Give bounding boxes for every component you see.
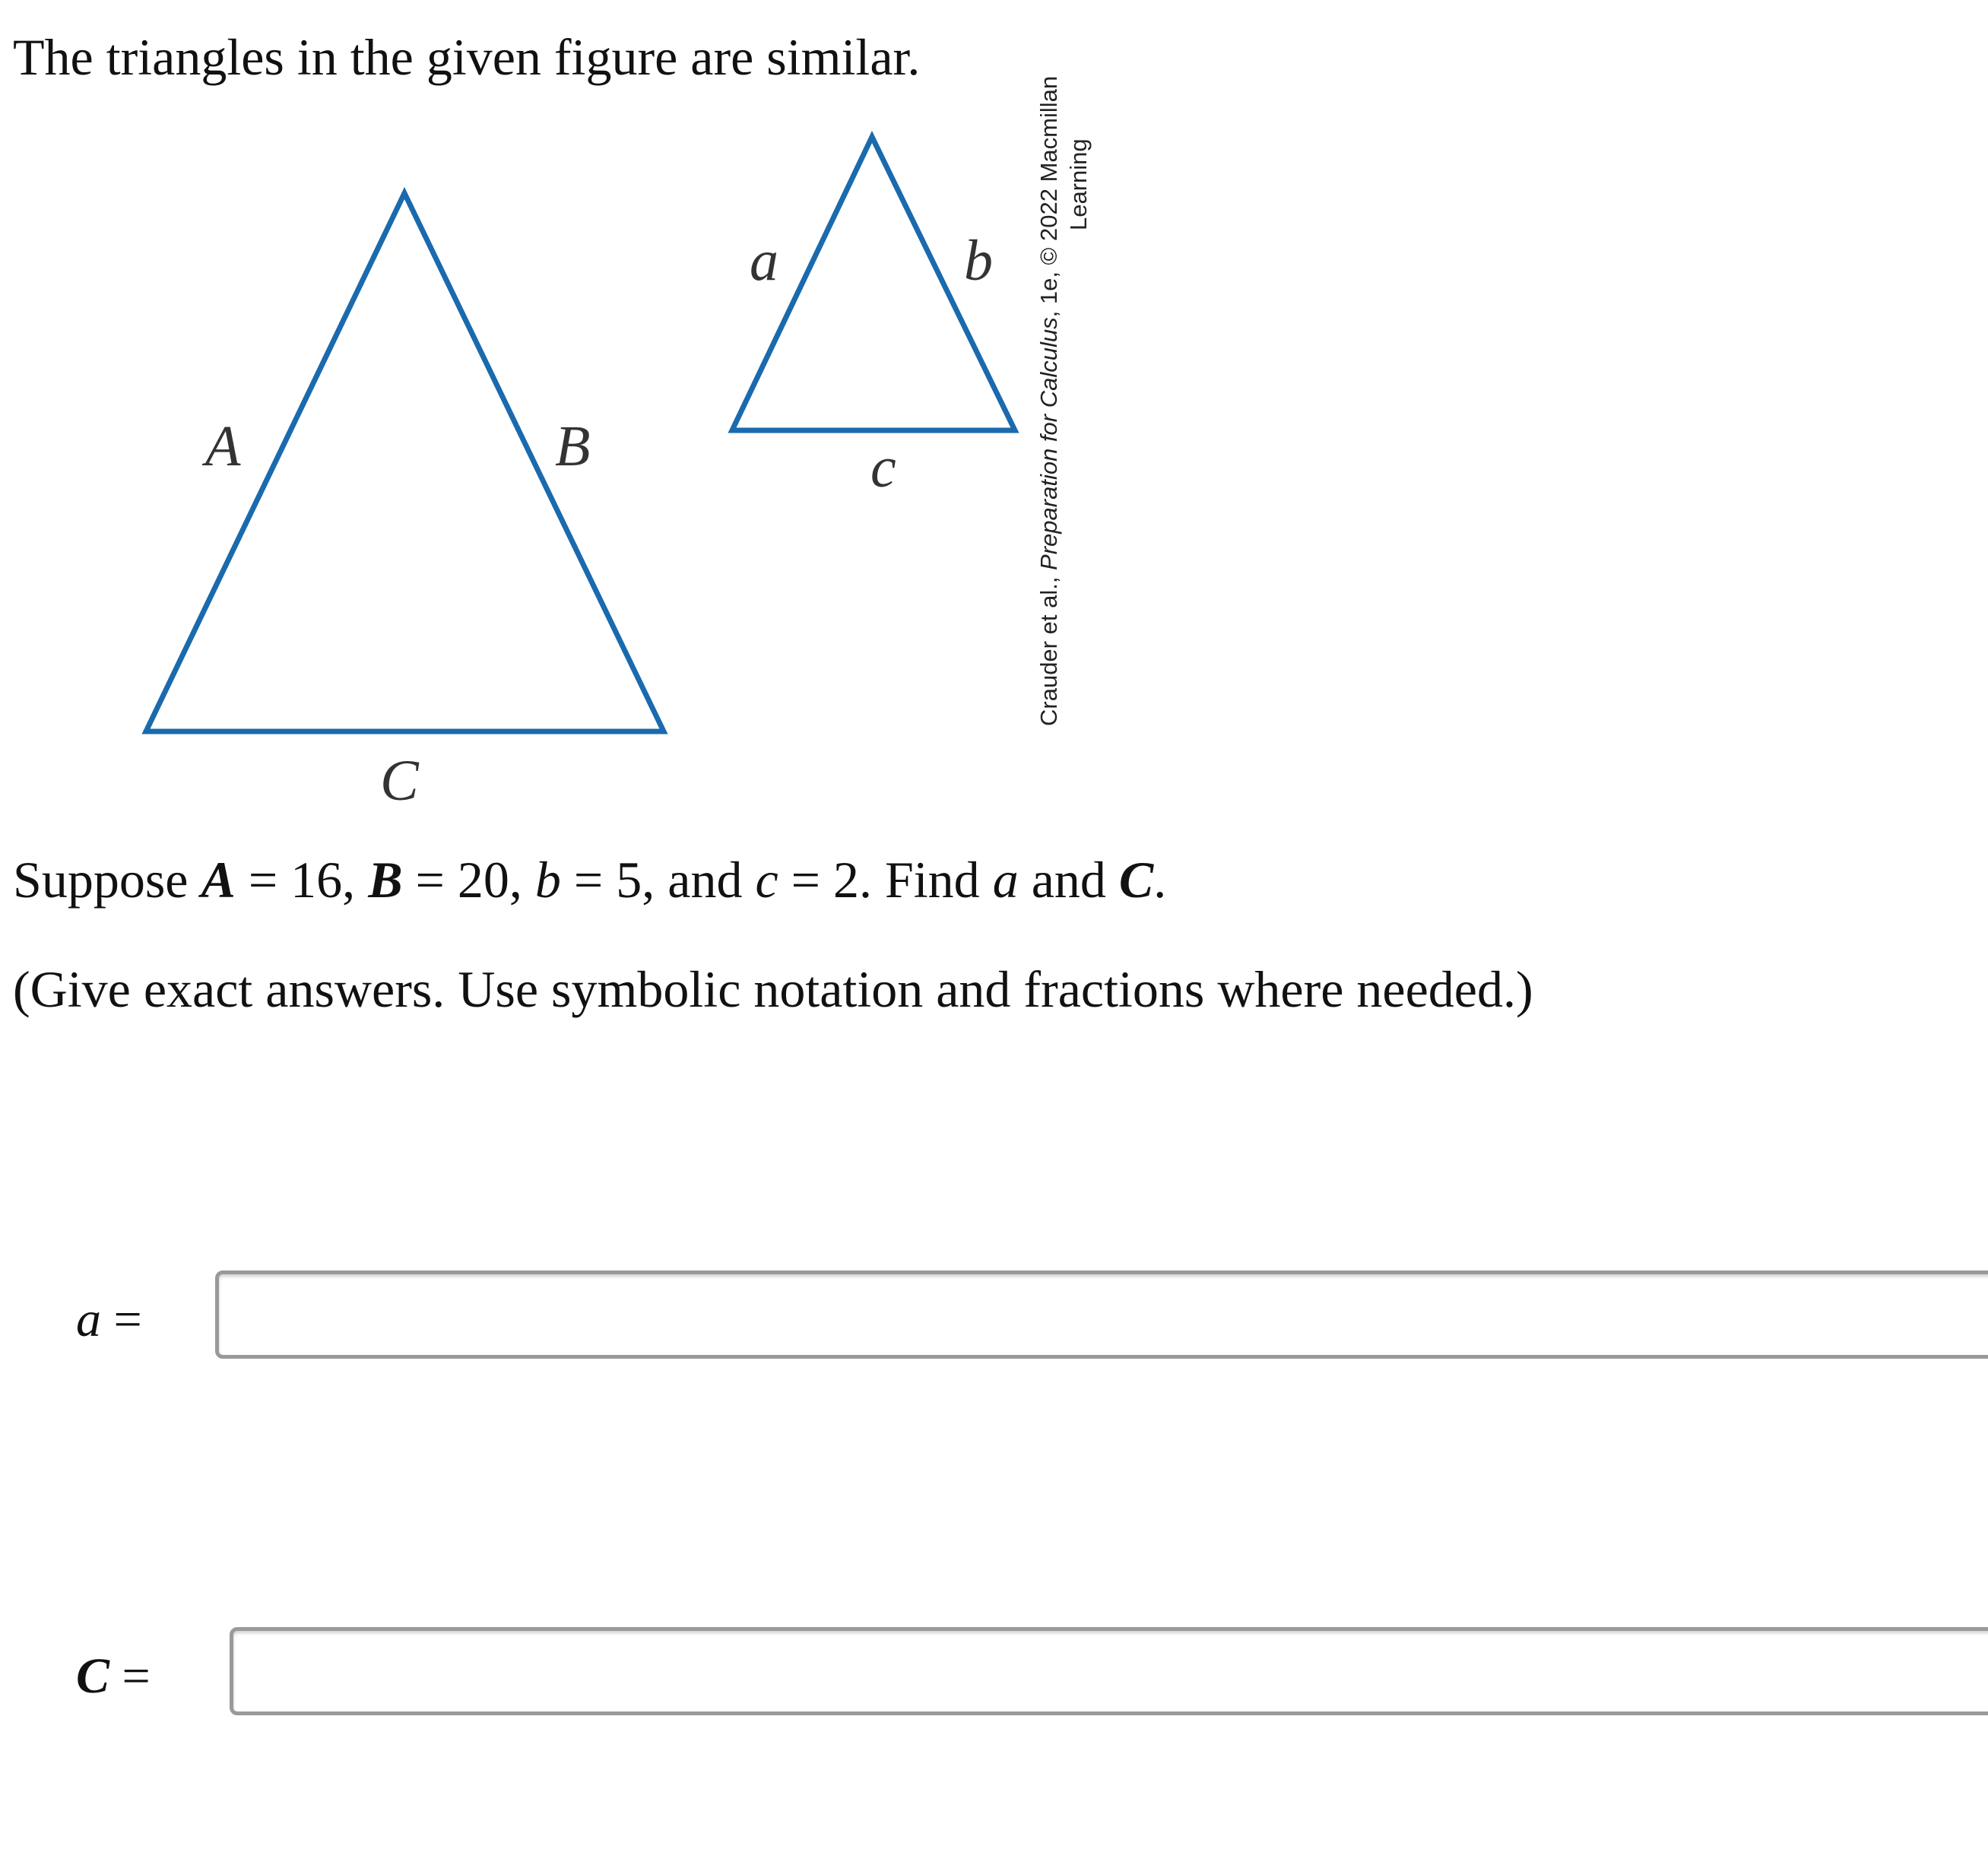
var-B: B xyxy=(368,851,403,909)
answer-a-input[interactable] xyxy=(215,1271,1988,1359)
large-triangle-right-label: B xyxy=(555,414,591,478)
given-B-value: = 20, xyxy=(402,851,535,909)
answer-C-variable: C xyxy=(76,1648,110,1704)
similar-triangles-figure xyxy=(0,0,1140,836)
credit-book-title: Preparation for Calculus xyxy=(1035,317,1062,570)
given-values xyxy=(13,845,1166,914)
given-end: . xyxy=(1153,851,1167,909)
small-triangle-base-label: c xyxy=(870,436,896,500)
answer-C-label xyxy=(76,1627,151,1726)
question-intro: The triangles in the given figure are similar. xyxy=(13,28,921,86)
svg-text:Crauder et al., Preparation fo xyxy=(1035,76,1062,726)
credit-prefix: Crauder et al., xyxy=(1035,569,1062,726)
answer-a-equals: = xyxy=(101,1292,142,1347)
large-triangle-left-label: A xyxy=(205,414,241,478)
answer-instructions: (Give exact answers. Use symbolic notation and fractions where needed.) xyxy=(13,960,1533,1018)
given-A-value: = 16, xyxy=(235,851,369,909)
credit-suffix: , 1e, © 2022 Macmillan xyxy=(1035,75,1062,318)
var-A: A xyxy=(201,851,236,909)
answer-C-equals: = xyxy=(109,1648,151,1704)
var-C: C xyxy=(1118,851,1154,909)
var-c: c xyxy=(755,851,778,909)
figure-credit xyxy=(1035,76,1092,726)
credit-line2: Learning xyxy=(1065,138,1092,230)
answer-a-variable: a xyxy=(76,1292,101,1347)
answer-row-C xyxy=(0,1627,1988,1726)
small-triangle-right-label: b xyxy=(964,229,993,293)
given-b-value: = 5, and xyxy=(560,851,756,909)
given-and: and xyxy=(1018,851,1119,909)
large-triangle-base-label: C xyxy=(380,749,419,813)
answer-a-label xyxy=(76,1271,142,1369)
answer-C-input[interactable] xyxy=(230,1627,1988,1715)
small-triangle-left-label: a xyxy=(750,229,778,293)
given-prefix: Suppose xyxy=(13,851,201,909)
var-b: b xyxy=(534,851,561,909)
answer-row-a xyxy=(0,1271,1988,1369)
var-a: a xyxy=(992,851,1019,909)
given-c-value: = 2. Find xyxy=(778,851,993,909)
